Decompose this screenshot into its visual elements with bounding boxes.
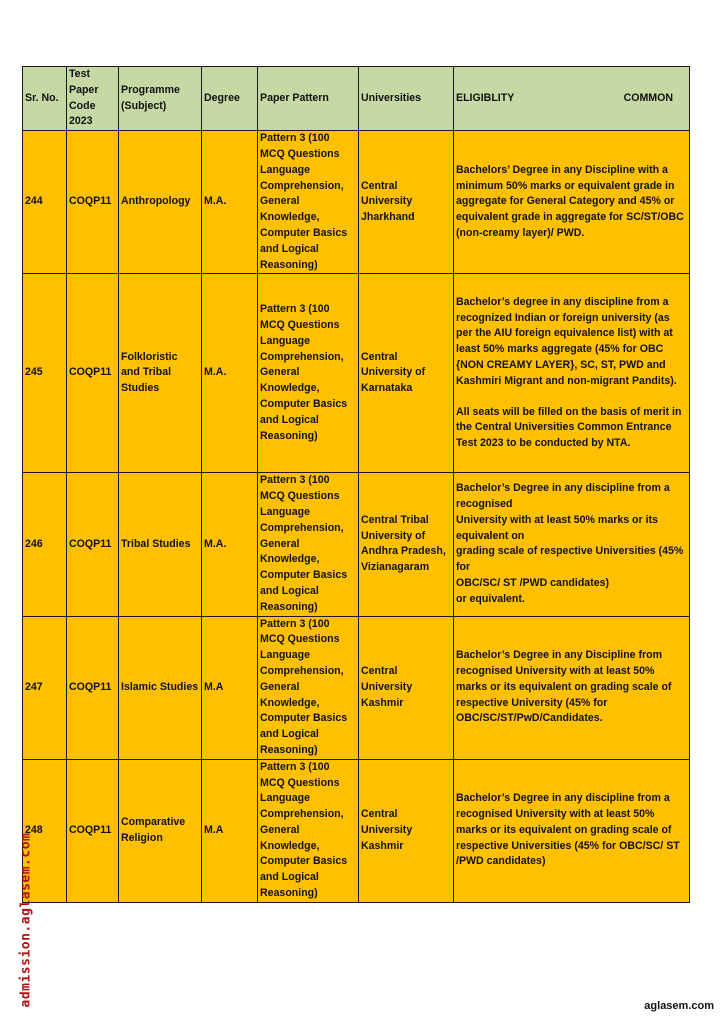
eligibility-text: Bachelor’s Degree in any discipline from a recognised University with at least 50% marks or its equivalent on grading scale of respective Universities (45% for OBC/SC/ ST /PWD candidates) [456, 792, 680, 868]
eligibility-text: Bachelor’s Degree in any Discipline from recognised University with at least 50% marks or its equivalent on grading scale of respective University (45% for OBC/SC/ST/PwD/Candidates. [456, 649, 672, 725]
eligibility-text: Bachelor’s degree in any discipline from a recognized Indian or foreign university (as per the AIU foreign equivalence list) with at least 50% marks aggregate (45% for OBC {NON CREAMY LAYER}, SC, ST, PWD and Kashmiri Migrant and non-migrant Pandits). [456, 295, 677, 387]
eligibility-text: OBC/SC/ ST /PWD candidates) [456, 577, 610, 590]
eligibility-table [22, 66, 690, 903]
header-paper-pattern: Paper Pattern [258, 67, 359, 131]
paper-code-cell: COQP11 [67, 616, 119, 759]
eligibility-cell [454, 473, 690, 616]
paper-pattern-cell: Pattern 3 (100 MCQ Questions Language Comprehension, General Knowledge, Computer Basics and Logical Reasoning) [258, 131, 359, 274]
table-row [23, 131, 690, 274]
sr-no-cell: 246 [23, 473, 67, 616]
programme-cell: Islamic Studies [119, 616, 202, 759]
eligibility-cell [454, 274, 690, 473]
eligibility-text: or equivalent. [456, 592, 525, 605]
paper-pattern-cell: Pattern 3 (100 MCQ Questions Language Comprehension, General Knowledge, Computer Basics and Logical Reasoning) [258, 759, 359, 902]
degree-cell: M.A. [202, 274, 258, 473]
university-cell: Central University Kashmir [359, 759, 454, 902]
eligibility-text: grading scale of respective Universities (45% for [456, 545, 684, 574]
table-row [23, 759, 690, 902]
sr-no-cell: 247 [23, 616, 67, 759]
eligibility-cell [454, 759, 690, 902]
watermark: admission.aglasem.com [18, 832, 34, 1008]
eligibility-cell [454, 131, 690, 274]
table-row [23, 616, 690, 759]
header-degree: Degree [202, 67, 258, 131]
sr-no-cell: 244 [23, 131, 67, 274]
degree-cell: M.A [202, 759, 258, 902]
footer-site: aglasem.com [644, 1000, 714, 1012]
eligibility-text: All seats will be filled on the basis of merit in the Central Universities Common Entrance Test 2023 to be conducted by NTA. [456, 405, 682, 450]
paper-pattern-cell: Pattern 3 (100 MCQ Questions Language Comprehension, General Knowledge, Computer Basics and Logical Reasoning) [258, 473, 359, 616]
university-cell: Central University Jharkhand [359, 131, 454, 274]
header-common-label: COMMON [623, 91, 673, 104]
eligibility-text: University with at least 50% marks or its equivalent on [456, 513, 658, 542]
header-test-paper-code: Test Paper Code 2023 [67, 67, 119, 131]
paper-pattern-cell: Pattern 3 (100 MCQ Questions Language Comprehension, General Knowledge, Computer Basics and Logical Reasoning) [258, 274, 359, 473]
university-cell: Central University of Karnataka [359, 274, 454, 473]
header-universities: Universities [359, 67, 454, 131]
eligibility-text: Bachelors’ Degree in any Discipline with a minimum 50% marks or equivalent grade in aggregate for General Category and 45% or equivalent grade in aggregate for SC/ST/OBC (non-creamy layer)/ PWD. [456, 163, 684, 239]
degree-cell: M.A. [202, 473, 258, 616]
paper-code-cell: COQP11 [67, 473, 119, 616]
university-cell: Central University Kashmir [359, 616, 454, 759]
table-row [23, 274, 690, 473]
eligibility-cell [454, 616, 690, 759]
table-row [23, 473, 690, 616]
header-eligibility-label: ELIGIBLITY [456, 91, 515, 104]
degree-cell: M.A. [202, 131, 258, 274]
programme-cell: Anthropology [119, 131, 202, 274]
header-programme: Programme (Subject) [119, 67, 202, 131]
programme-cell: Folkloristic and Tribal Studies [119, 274, 202, 473]
programme-cell: Tribal Studies [119, 473, 202, 616]
degree-cell: M.A [202, 616, 258, 759]
university-cell: Central Tribal University of Andhra Pradesh, Vizianagaram [359, 473, 454, 616]
sr-no-cell: 245 [23, 274, 67, 473]
eligibility-text: Bachelor’s Degree in any discipline from a recognised [456, 482, 670, 511]
paper-code-cell: COQP11 [67, 759, 119, 902]
table-header-row [23, 67, 690, 131]
paragraph-gap [456, 390, 687, 405]
header-sr-no: Sr. No. [23, 67, 67, 131]
header-eligibility [454, 67, 690, 131]
paper-code-cell: COQP11 [67, 131, 119, 274]
programme-cell: Comparative Religion [119, 759, 202, 902]
paper-pattern-cell: Pattern 3 (100 MCQ Questions Language Comprehension, General Knowledge, Computer Basics and Logical Reasoning) [258, 616, 359, 759]
sr-no-cell: 248 [23, 759, 67, 902]
paper-code-cell: COQP11 [67, 274, 119, 473]
